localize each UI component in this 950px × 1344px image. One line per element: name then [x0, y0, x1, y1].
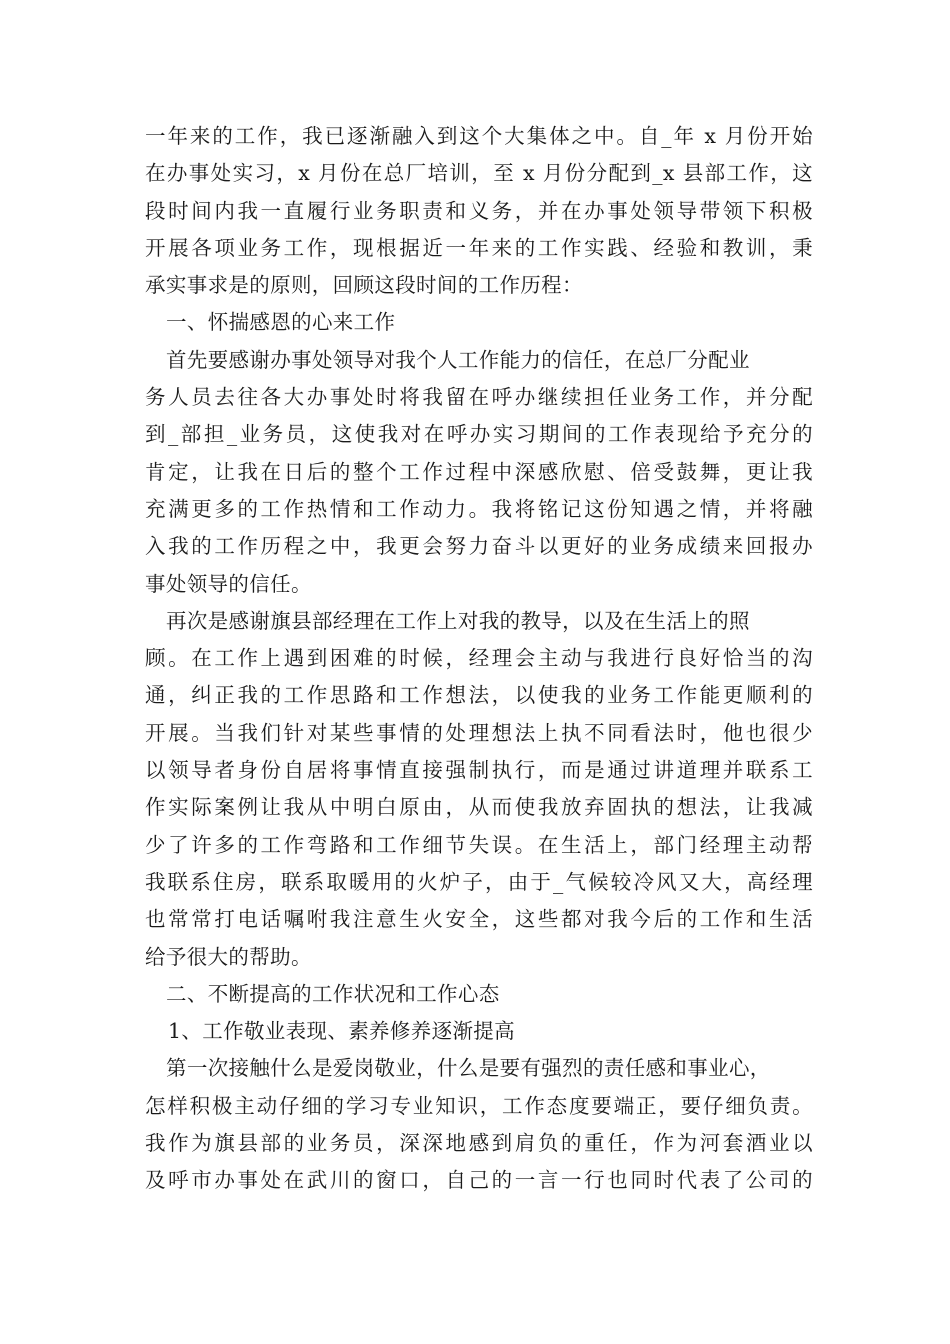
text-line: 给予很大的帮助。	[145, 944, 312, 969]
text-line: 入我的工作历程之中，我更会努力奋斗以更好的业务成绩来回报办	[145, 534, 813, 559]
text-line: 在办事处实习，x 月份在总厂培训，至 x 月份分配到_x 县部工作，这	[145, 161, 813, 186]
text-line: 作实际案例让我从中明白原由，从而使我放弃固执的想法，让我减	[145, 795, 813, 820]
document-body	[145, 118, 813, 1200]
text-line: 1、工作敬业表现、素养修养逐渐提高	[168, 1019, 515, 1044]
text-line: 一、怀揣感恩的心来工作	[166, 310, 396, 335]
text-line: 开展。当我们针对某些事情的处理想法上执不同看法时，他也很少	[145, 720, 813, 745]
text-line: 我联系住房，联系取暖用的火炉子，由于_气候较冷风又大，高经理	[145, 869, 813, 894]
text-line: 再次是感谢旗县部经理在工作上对我的教导，以及在生活上的照	[166, 608, 750, 633]
text-line: 事处领导的信任。	[145, 571, 312, 596]
text-line: 少了许多的工作弯路和工作细节失误。在生活上，部门经理主动帮	[145, 832, 813, 857]
text-line: 我作为旗县部的业务员，深深地感到肩负的重任，作为河套酒业以	[145, 1131, 813, 1156]
text-line: 承实事求是的原则，回顾这段时间的工作历程：	[145, 273, 583, 298]
text-line: 段时间内我一直履行业务职责和义务，并在办事处领导带领下积极	[145, 198, 813, 223]
text-line: 及呼市办事处在武川的窗口，自己的一言一行也同时代表了公司的	[145, 1168, 813, 1193]
text-line: 怎样积极主动仔细的学习专业知识，工作态度要端正，要仔细负责。	[145, 1093, 813, 1118]
text-line: 第一次接触什么是爱岗敬业，什么是要有强烈的责任感和事业心，	[166, 1056, 771, 1081]
text-line: 到_部担_业务员，这使我对在呼办实习期间的工作表现给予充分的	[145, 422, 813, 447]
text-line: 一年来的工作，我已逐渐融入到这个大集体之中。自_年 x 月份开始	[145, 124, 813, 148]
text-line: 二、不断提高的工作状况和工作心态	[166, 981, 500, 1006]
text-line: 顾。在工作上遇到困难的时候，经理会主动与我进行良好恰当的沟	[145, 646, 813, 671]
text-line: 也常常打电话嘱咐我注意生火安全，这些都对我今后的工作和生活	[145, 907, 813, 932]
text-line: 开展各项业务工作，现根据近一年来的工作实践、经验和教训，秉	[145, 235, 813, 260]
text-line: 首先要感谢办事处领导对我个人工作能力的信任，在总厂分配业	[166, 347, 750, 372]
text-line: 通，纠正我的工作思路和工作想法，以使我的业务工作能更顺利的	[145, 683, 813, 708]
text-line: 肯定，让我在日后的整个工作过程中深感欣慰、倍受鼓舞，更让我	[145, 459, 813, 484]
text-line: 务人员去往各大办事处时将我留在呼办继续担任业务工作，并分配	[145, 385, 813, 410]
text-line: 以领导者身份自居将事情直接强制执行，而是通过讲道理并联系工	[145, 758, 813, 783]
text-line: 充满更多的工作热情和工作动力。我将铭记这份知遇之情，并将融	[145, 496, 813, 521]
